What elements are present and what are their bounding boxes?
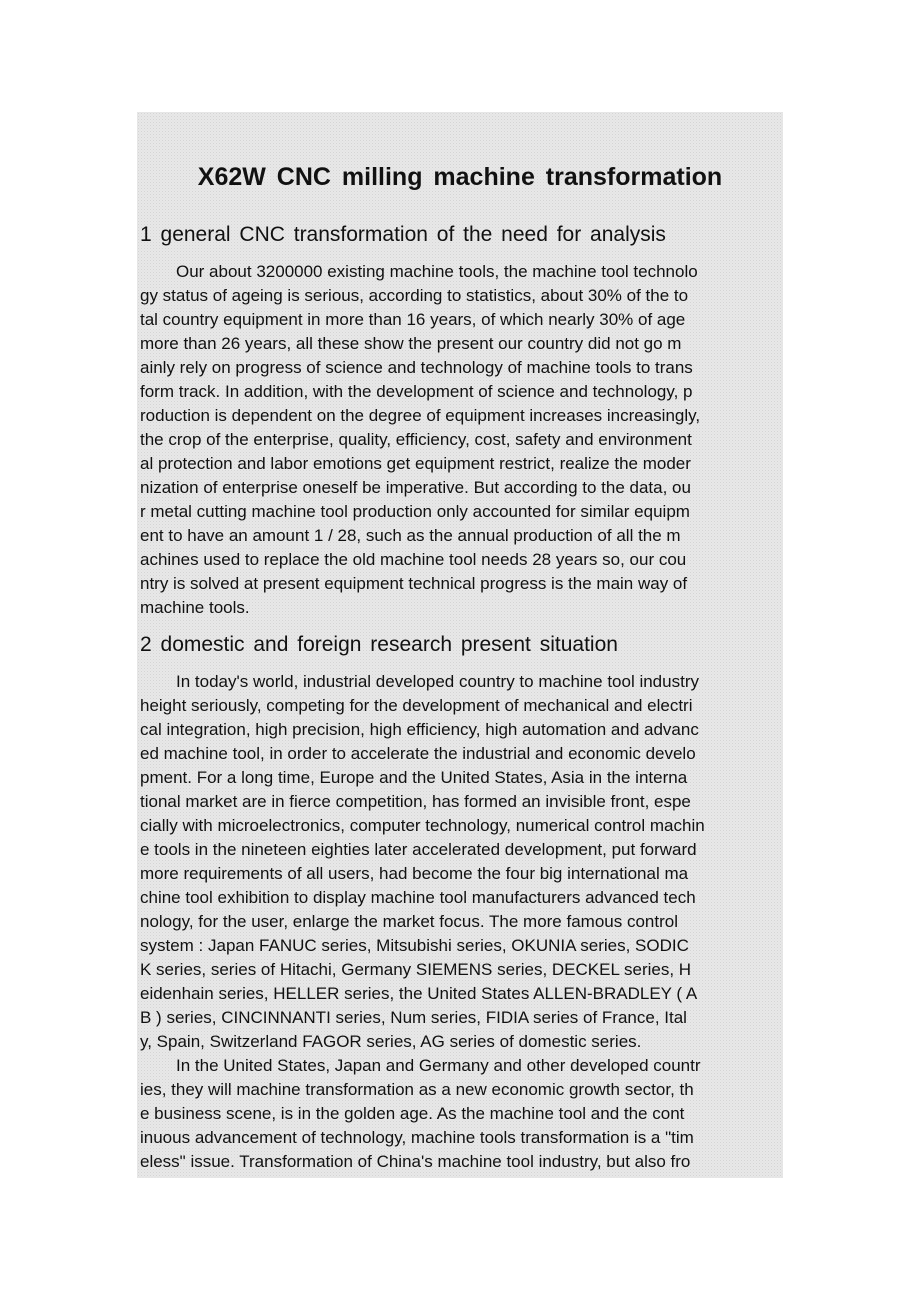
text-line: chine tool exhibition to display machine tool manufacturers advanced tech bbox=[140, 888, 696, 907]
section-heading-1: 1 general CNC transformation of the need for analysis bbox=[140, 223, 666, 246]
section-heading-2: 2 domestic and foreign research present situation bbox=[140, 633, 618, 656]
text-line: form track. In addition, with the development of science and technology, p bbox=[140, 382, 693, 401]
paragraph bbox=[140, 260, 783, 620]
text-line: eless" issue. Transformation of China's machine tool industry, but also fro bbox=[140, 1152, 691, 1171]
text-line: the crop of the enterprise, quality, efficiency, cost, safety and environment bbox=[140, 430, 692, 449]
text-line: ntry is solved at present equipment technical progress is the main way of bbox=[140, 574, 688, 593]
text-line: achines used to replace the old machine tool needs 28 years so, our cou bbox=[140, 550, 687, 569]
text-line: nization of enterprise oneself be imperative. But according to the data, ou bbox=[140, 478, 691, 497]
text-line: ed machine tool, in order to accelerate the industrial and economic develo bbox=[140, 744, 696, 763]
text-line: B ) series, CINCINNANTI series, Num series, FIDIA series of France, Ital bbox=[140, 1008, 687, 1027]
text-line: e tools in the nineteen eighties later accelerated development, put forward bbox=[140, 840, 697, 859]
text-line: al protection and labor emotions get equipment restrict, realize the moder bbox=[140, 454, 691, 473]
text-line: In today's world, industrial developed country to machine tool industry bbox=[176, 672, 699, 691]
text-line: more requirements of all users, had become the four big international ma bbox=[140, 864, 689, 883]
text-line: more than 26 years, all these show the present our country did not go m bbox=[140, 334, 682, 353]
text-line: pment. For a long time, Europe and the United States, Asia in the interna bbox=[140, 768, 688, 787]
text-line: ainly rely on progress of science and technology of machine tools to trans bbox=[140, 358, 693, 377]
document-title: X62W CNC milling machine transformation bbox=[197, 163, 723, 191]
text-line: y, Spain, Switzerland FAGOR series, AG series of domestic series. bbox=[140, 1032, 642, 1051]
paragraph bbox=[140, 670, 783, 1054]
text-line: K series, series of Hitachi, Germany SIEMENS series, DECKEL series, H bbox=[140, 960, 692, 979]
text-line: machine tools. bbox=[140, 598, 250, 617]
text-line: tional market are in fierce competition, has formed an invisible front, espe bbox=[140, 792, 691, 811]
text-line: system : Japan FANUC series, Mitsubishi series, OKUNIA series, SODIC bbox=[140, 936, 689, 955]
text-line: r metal cutting machine tool production only accounted for similar equipm bbox=[140, 502, 690, 521]
text-line: eidenhain series, HELLER series, the United States ALLEN-BRADLEY ( A bbox=[140, 984, 698, 1003]
text-line: In the United States, Japan and Germany and other developed countr bbox=[176, 1056, 701, 1075]
text-line: roduction is dependent on the degree of equipment increases increasingly, bbox=[140, 406, 701, 425]
text-line: cially with microelectronics, computer technology, numerical control machin bbox=[140, 816, 705, 835]
text-line: ies, they will machine transformation as a new economic growth sector, th bbox=[140, 1080, 694, 1099]
text-line: e business scene, is in the golden age. As the machine tool and the cont bbox=[140, 1104, 685, 1123]
text-line: gy status of ageing is serious, according to statistics, about 30% of the to bbox=[140, 286, 689, 305]
text-line: Our about 3200000 existing machine tools, the machine tool technolo bbox=[176, 262, 698, 281]
text-line: ent to have an amount 1 / 28, such as the annual production of all the m bbox=[140, 526, 681, 545]
text-line: tal country equipment in more than 16 years, of which nearly 30% of age bbox=[140, 310, 686, 329]
text-line: nology, for the user, enlarge the market focus. The more famous control bbox=[140, 912, 678, 931]
text-line: cal integration, high precision, high efficiency, high automation and advanc bbox=[140, 720, 699, 739]
paragraph bbox=[140, 1054, 783, 1174]
text-line: inuous advancement of technology, machine tools transformation is a "tim bbox=[140, 1128, 694, 1147]
text-line: height seriously, competing for the development of mechanical and electri bbox=[140, 696, 693, 715]
document-page bbox=[137, 112, 783, 1178]
